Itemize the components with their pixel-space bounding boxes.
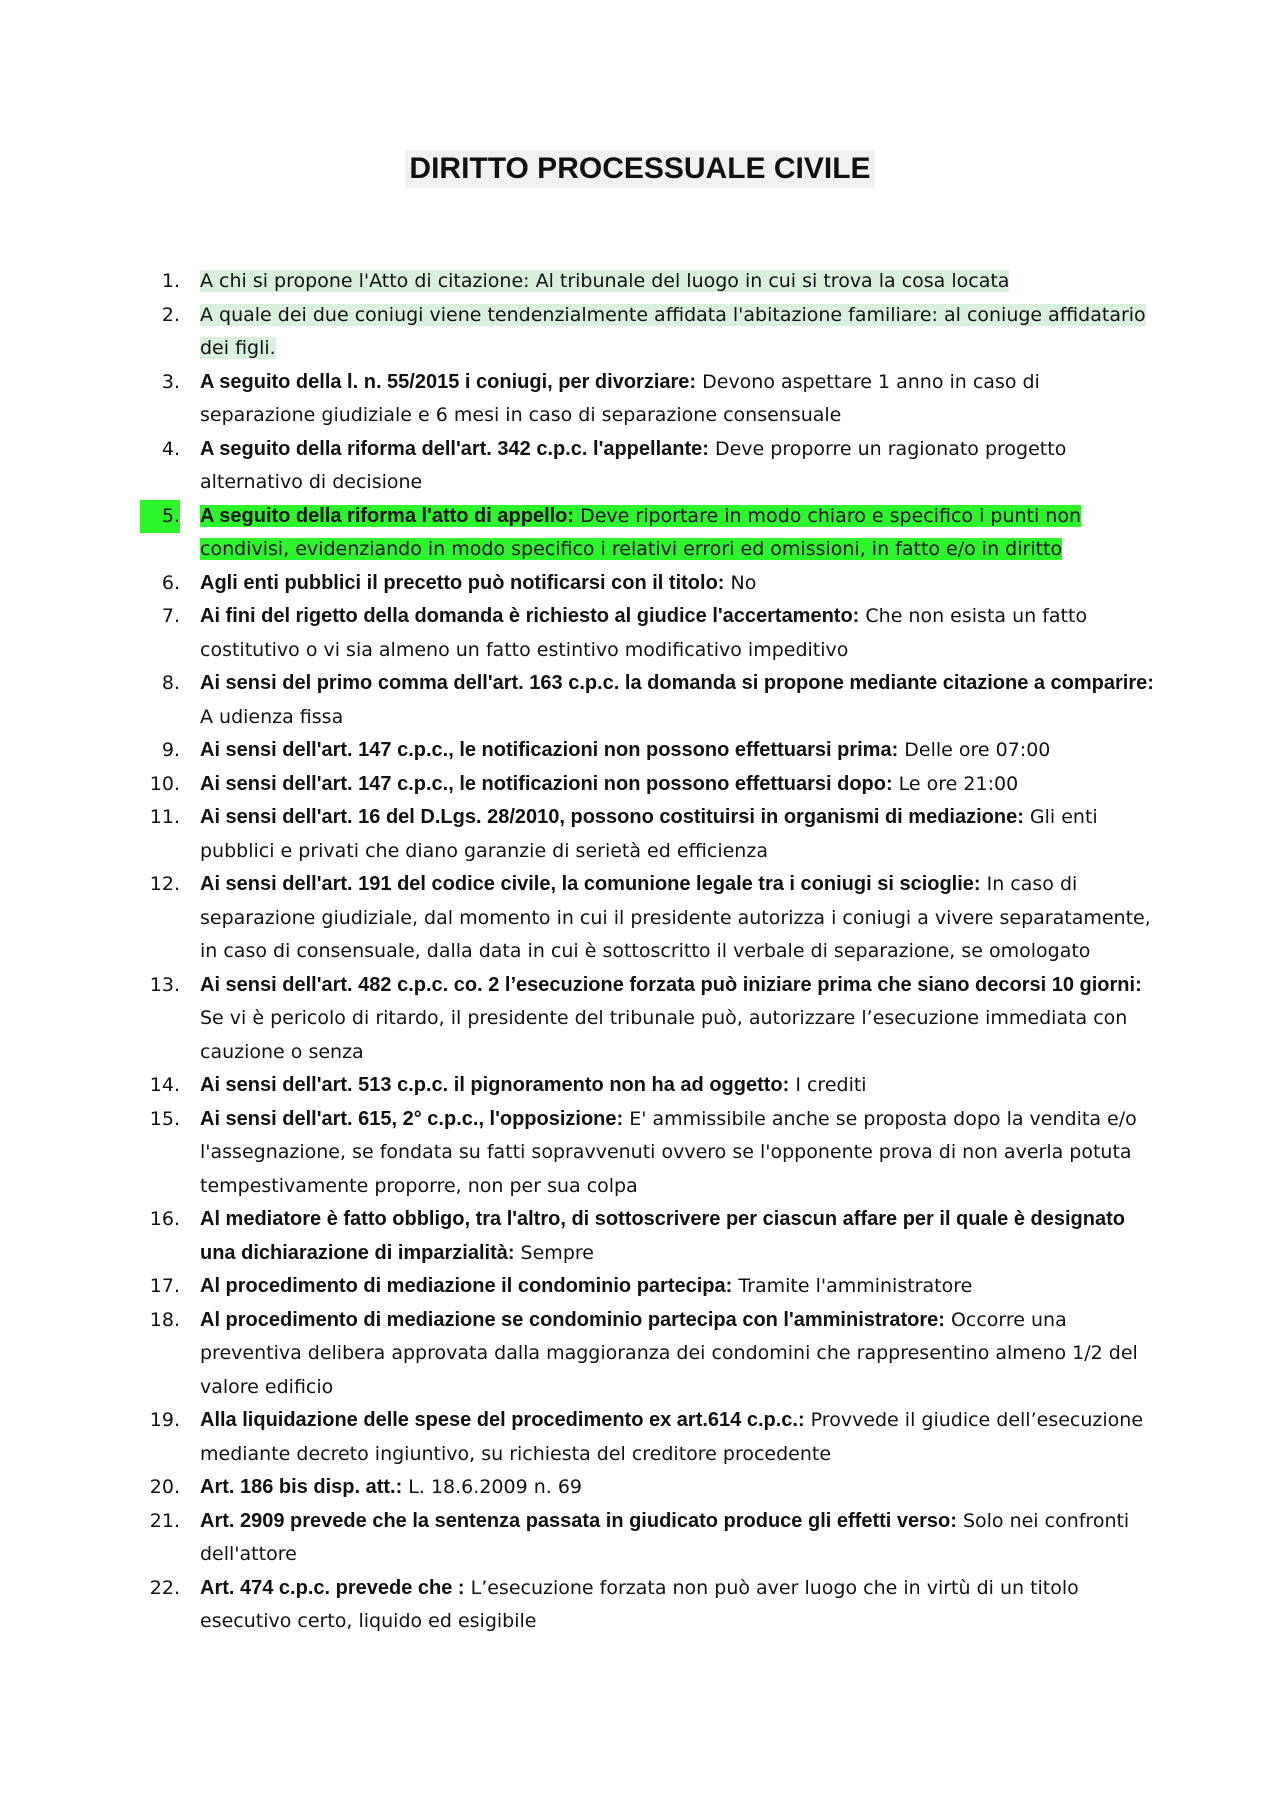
list-item (140, 734, 1160, 768)
item-number: 3. (161, 370, 180, 393)
list-item (140, 1471, 1160, 1505)
answer-text: Che non esista un fatto costitutivo o vi sia almeno un fatto estintivo modificativo impeditivo (200, 605, 1088, 661)
item-number: 20. (149, 1476, 180, 1498)
answer-text: In caso di separazione giudiziale, dal momento in cui il presidente autorizza i coniugi a vivere separatamente, in caso di consensuale, dalla data in cui è sottoscritto il verbale di separazione, se omologato (200, 873, 1151, 962)
question-text: Ai sensi dell'art. 615, 2° c.p.c., l'opposizione: (200, 1107, 624, 1130)
answer-text: L. 18.6.2009 n. 69 (402, 1476, 583, 1498)
answer-text: Al tribunale del luogo in cui si trova la cosa locata (529, 270, 1010, 292)
item-number: 5. (140, 500, 180, 534)
list-item (140, 868, 1160, 969)
question-text: Ai sensi dell'art. 482 c.p.c. co. 2 l’esecuzione forzata può iniziare prima che siano decorsi 10 giorni: (200, 973, 1142, 996)
answer-text: Tramite l'amministratore (732, 1275, 973, 1297)
list-item (140, 1304, 1160, 1405)
page-title-text: DIRITTO PROCESSUALE CIVILE (405, 150, 874, 188)
list-item (140, 500, 1160, 567)
list-item (140, 969, 1160, 1070)
question-text: Ai sensi dell'art. 147 c.p.c., le notificazioni non possono effettuarsi prima: (200, 739, 899, 761)
item-number: 17. (149, 1275, 180, 1297)
list-item (140, 1270, 1160, 1304)
item-number: 11. (149, 806, 180, 828)
answer-text: Delle ore 07:00 (898, 739, 1051, 761)
question-text: Alla liquidazione delle spese del procedimento ex art.614 c.p.c.: (200, 1409, 805, 1431)
list-item (140, 567, 1160, 601)
answer-text: Le ore 21:00 (892, 772, 1019, 795)
answer-text: No (724, 571, 757, 594)
item-number: 8. (161, 672, 180, 694)
list-item (140, 265, 1160, 299)
list-item (140, 366, 1160, 433)
list-item (140, 667, 1160, 734)
question-text: Art. 186 bis disp. att.: (200, 1476, 403, 1498)
item-number: 2. (161, 303, 180, 326)
answer-text: Solo nei confronti dell'attore (200, 1509, 1130, 1565)
question-text: Ai sensi dell'art. 513 c.p.c. il pignoramento non ha ad oggetto: (200, 1074, 790, 1096)
answer-text: A udienza fissa (200, 705, 344, 728)
question-text: Ai sensi del primo comma dell'art. 163 c.p.c. la domanda si propone mediante citazione a comparire: (200, 672, 1154, 694)
question-text: Art. 2909 prevede che la sentenza passata in giudicato produce gli effetti verso: (200, 1509, 957, 1532)
item-number: 13. (149, 973, 180, 996)
page-title (0, 150, 1280, 188)
list-item (140, 1069, 1160, 1103)
item-number: 4. (161, 437, 180, 460)
question-text: A chi si propone l'Atto di citazione: (200, 270, 530, 292)
question-text: A seguito della l. n. 55/2015 i coniugi, per divorziare: (200, 370, 697, 393)
item-number: 16. (149, 1208, 180, 1230)
item-number: 12. (149, 873, 180, 895)
answer-text: I crediti (789, 1074, 867, 1096)
item-number: 21. (149, 1509, 180, 1532)
item-number: 7. (161, 605, 180, 627)
item-number: 6. (161, 571, 180, 594)
question-text: A quale dei due coniugi viene tendenzialmente affidata l'abitazione familiare: (200, 303, 938, 326)
answer-text: Devono aspettare 1 anno in caso di separazione giudiziale e 6 mesi in caso di separazione consensuale (200, 370, 1040, 426)
answer-text: Deve riportare in modo chiaro e specifico i punti non condivisi, evidenziando in modo specifico i relativi errori ed omissioni, in fatto e/o in diritto (200, 504, 1082, 560)
list-item (140, 299, 1160, 366)
list-item (140, 433, 1160, 500)
item-number: 18. (149, 1308, 180, 1331)
list-item (140, 1203, 1160, 1270)
list-item (140, 1572, 1160, 1639)
question-text: Al mediatore è fatto obbligo, tra l'altro, di sottoscrivere per ciascun affare per il quale è designato una dichiarazione di imparzialità: (200, 1208, 1125, 1264)
question-text: Art. 474 c.p.c. prevede che : (200, 1576, 465, 1599)
answer-text: al coniuge affidatario dei figli. (200, 303, 1146, 359)
item-number: 15. (149, 1107, 180, 1130)
question-list (140, 265, 1160, 1639)
item-number: 19. (149, 1409, 180, 1431)
item-number: 9. (161, 739, 180, 761)
item-number: 22. (149, 1576, 180, 1599)
answer-text: Se vi è pericolo di ritardo, il presidente del tribunale può, autorizzare l’esecuzione immediata con cauzione o senza (200, 1007, 1128, 1063)
answer-text: Provvede il giudice dell’esecuzione mediante decreto ingiuntivo, su richiesta del creditore procedente (200, 1409, 1144, 1465)
list-item (140, 1103, 1160, 1204)
item-number: 10. (149, 772, 180, 795)
answer-text: Sempre (514, 1241, 594, 1264)
question-text: Al procedimento di mediazione il condominio partecipa: (200, 1275, 733, 1297)
question-text: Al procedimento di mediazione se condominio partecipa con l'amministratore: (200, 1308, 945, 1331)
question-text: Ai sensi dell'art. 147 c.p.c., le notificazioni non possono effettuarsi dopo: (200, 772, 893, 795)
answer-text: Deve proporre un ragionato progetto alternativo di decisione (200, 437, 1067, 493)
list-item (140, 1505, 1160, 1572)
question-text: Ai sensi dell'art. 16 del D.Lgs. 28/2010, possono costituirsi in organismi di mediazione: (200, 806, 1024, 828)
list-item (140, 600, 1160, 667)
answer-text: Gli enti pubblici e privati che diano garanzie di serietà ed efficienza (200, 806, 1098, 862)
list-item (140, 801, 1160, 868)
answer-text: Occorre una preventiva delibera approvata dalla maggioranza dei condomini che rappresentino almeno 1/2 del valore edificio (200, 1308, 1138, 1398)
item-number: 14. (149, 1074, 180, 1096)
answer-text: E' ammissibile anche se proposta dopo la vendita e/o l'assegnazione, se fondata su fatti sopravvenuti ovvero se l'opponente prova di non averla potuta tempestivamente proporre, non per sua colpa (200, 1107, 1137, 1197)
question-text: Ai fini del rigetto della domanda è richiesto al giudice l'accertamento: (200, 605, 860, 627)
question-text: A seguito della riforma dell'art. 342 c.p.c. l'appellante: (200, 437, 709, 460)
item-number: 1. (161, 270, 180, 292)
list-item (140, 768, 1160, 802)
question-text: Agli enti pubblici il precetto può notificarsi con il titolo: (200, 571, 725, 594)
question-text: Ai sensi dell'art. 191 del codice civile, la comunione legale tra i coniugi si scioglie: (200, 873, 981, 895)
answer-text: L’esecuzione forzata non può aver luogo che in virtù di un titolo esecutivo certo, liquido ed esigibile (200, 1576, 1079, 1632)
list-item (140, 1404, 1160, 1471)
question-text: A seguito della riforma l'atto di appello: (200, 504, 575, 527)
